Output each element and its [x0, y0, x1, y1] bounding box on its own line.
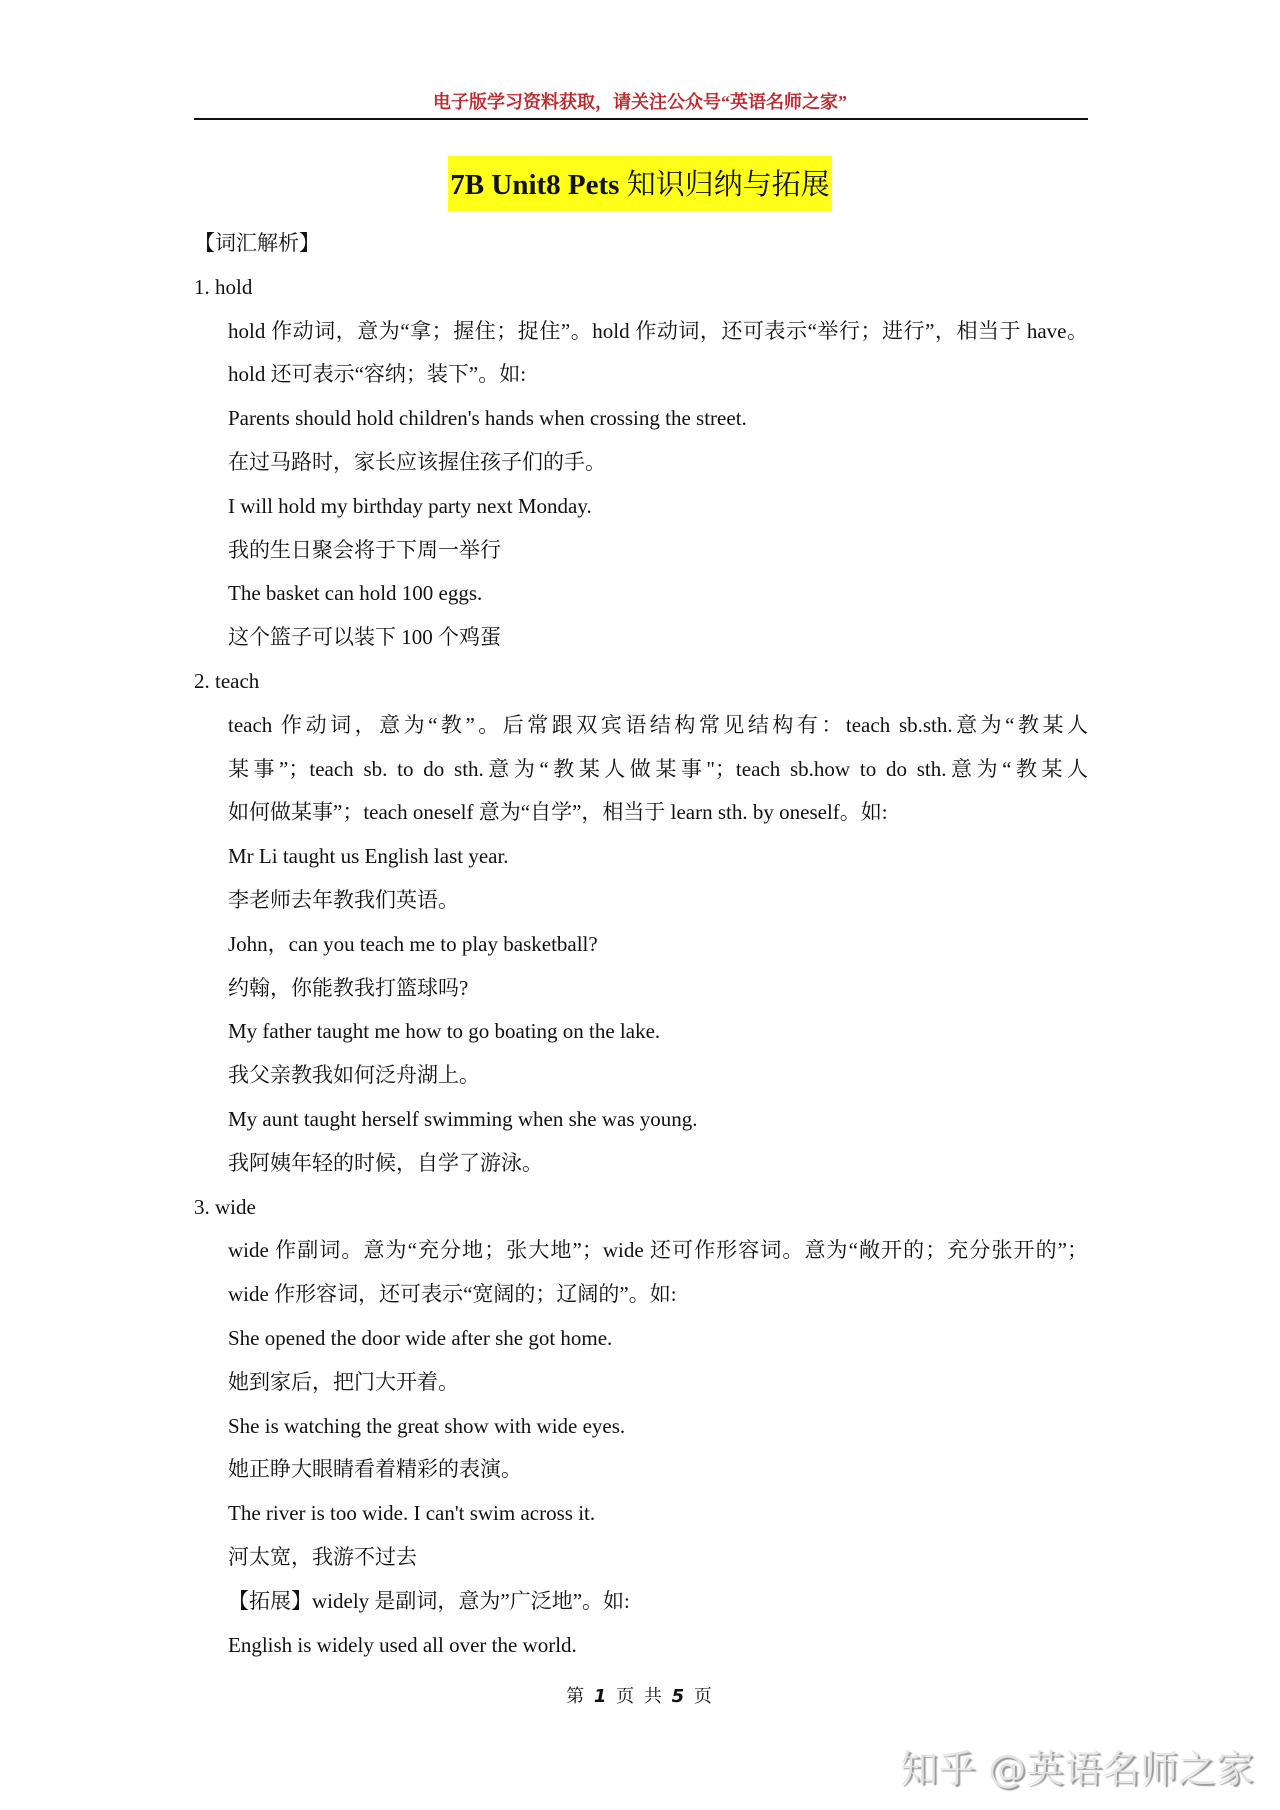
- page-suffix: 页: [693, 1686, 714, 1707]
- page-title: [448, 156, 831, 211]
- example-cn: 她正睁大眼睛看着精彩的表演。: [228, 1457, 522, 1482]
- document-body: [194, 222, 1088, 1667]
- header-notice: 电子版学习资料获取，请关注公众号“英语名师之家”: [433, 92, 847, 112]
- example-cn: 河太宽，我游不过去: [228, 1544, 417, 1569]
- watermark: 知乎 @英语名师之家: [900, 1747, 1255, 1791]
- page-number: [0, 1682, 1280, 1708]
- example-en: My father taught me how to go boating on the lake.: [228, 1019, 661, 1044]
- example-en: The basket can hold 100 eggs.: [228, 581, 483, 606]
- definition-line: wide 作形容词，还可表示“宽阔的；辽阔的”。如:: [228, 1282, 677, 1307]
- title-cn: 知识归纳与拓展: [626, 169, 830, 201]
- definition-line: hold 作动词，意为“拿；握住；捉住”。hold 作动词，还可表示“举行；进行”，相当于 have。: [228, 318, 1088, 343]
- example-en: English is widely used all over the world.: [228, 1632, 577, 1657]
- example-en: My aunt taught herself swimming when she was young.: [228, 1106, 698, 1131]
- total-pages: 5: [671, 1686, 687, 1707]
- example-cn: 我父亲教我如何泛舟湖上。: [228, 1063, 480, 1088]
- item-heading: 3. wide: [194, 1194, 256, 1219]
- definition-line: hold 还可表示“容纳；装下”。如:: [228, 362, 527, 387]
- section-heading: 【词汇解析】: [194, 231, 320, 255]
- item-heading: 1. hold: [194, 274, 253, 299]
- example-en: Mr Li taught us English last year.: [228, 844, 509, 869]
- example-cn: 李老师去年教我们英语。: [228, 887, 459, 912]
- example-cn: 她到家后，把门大开着。: [228, 1369, 459, 1394]
- example-en: I will hold my birthday party next Monday.: [228, 493, 592, 518]
- definition-line: wide 作副词。意为“充分地；张大地”；wide 还可作形容词。意为“敞开的；充分张开的”；: [228, 1238, 1088, 1263]
- example-cn: 约翰，你能教我打篮球吗?: [228, 975, 469, 1000]
- example-en: She opened the door wide after she got home.: [228, 1325, 613, 1350]
- example-cn: 在过马路时，家长应该握住孩子们的手。: [228, 449, 606, 474]
- example-en: She is watching the great show with wide eyes.: [228, 1413, 626, 1438]
- definition-line: 如何做某事”；teach oneself 意为“自学”，相当于 learn sth. by oneself。如:: [228, 800, 888, 825]
- extension-note: 【拓展】widely 是副词，意为”广泛地”。如:: [228, 1588, 630, 1613]
- page-middle: 页 共: [616, 1686, 664, 1707]
- definition-line: 某事”；teach sb. to do sth.意为“教某人做某事"；teach sb.how to do sth.意为“教某人: [228, 756, 1088, 781]
- header-rule: [194, 118, 1088, 120]
- current-page: 1: [593, 1686, 609, 1707]
- example-cn: 我的生日聚会将于下周一举行: [228, 537, 501, 562]
- example-en: John，can you teach me to play basketball?: [228, 931, 598, 956]
- example-en: The river is too wide. I can't swim across it.: [228, 1501, 596, 1526]
- definition-line: teach 作动词，意为“教”。后常跟双宾语结构常见结构有：teach sb.sth.意为“教某人: [228, 712, 1088, 737]
- title-en: 7B Unit8 Pets: [450, 169, 620, 201]
- item-heading: 2. teach: [194, 668, 260, 693]
- example-cn: 我阿姨年轻的时候，自学了游泳。: [228, 1150, 543, 1175]
- example-en: Parents should hold children's hands when crossing the street.: [228, 406, 747, 431]
- page-prefix: 第: [566, 1686, 587, 1707]
- example-cn: 这个篮子可以装下 100 个鸡蛋: [228, 625, 501, 650]
